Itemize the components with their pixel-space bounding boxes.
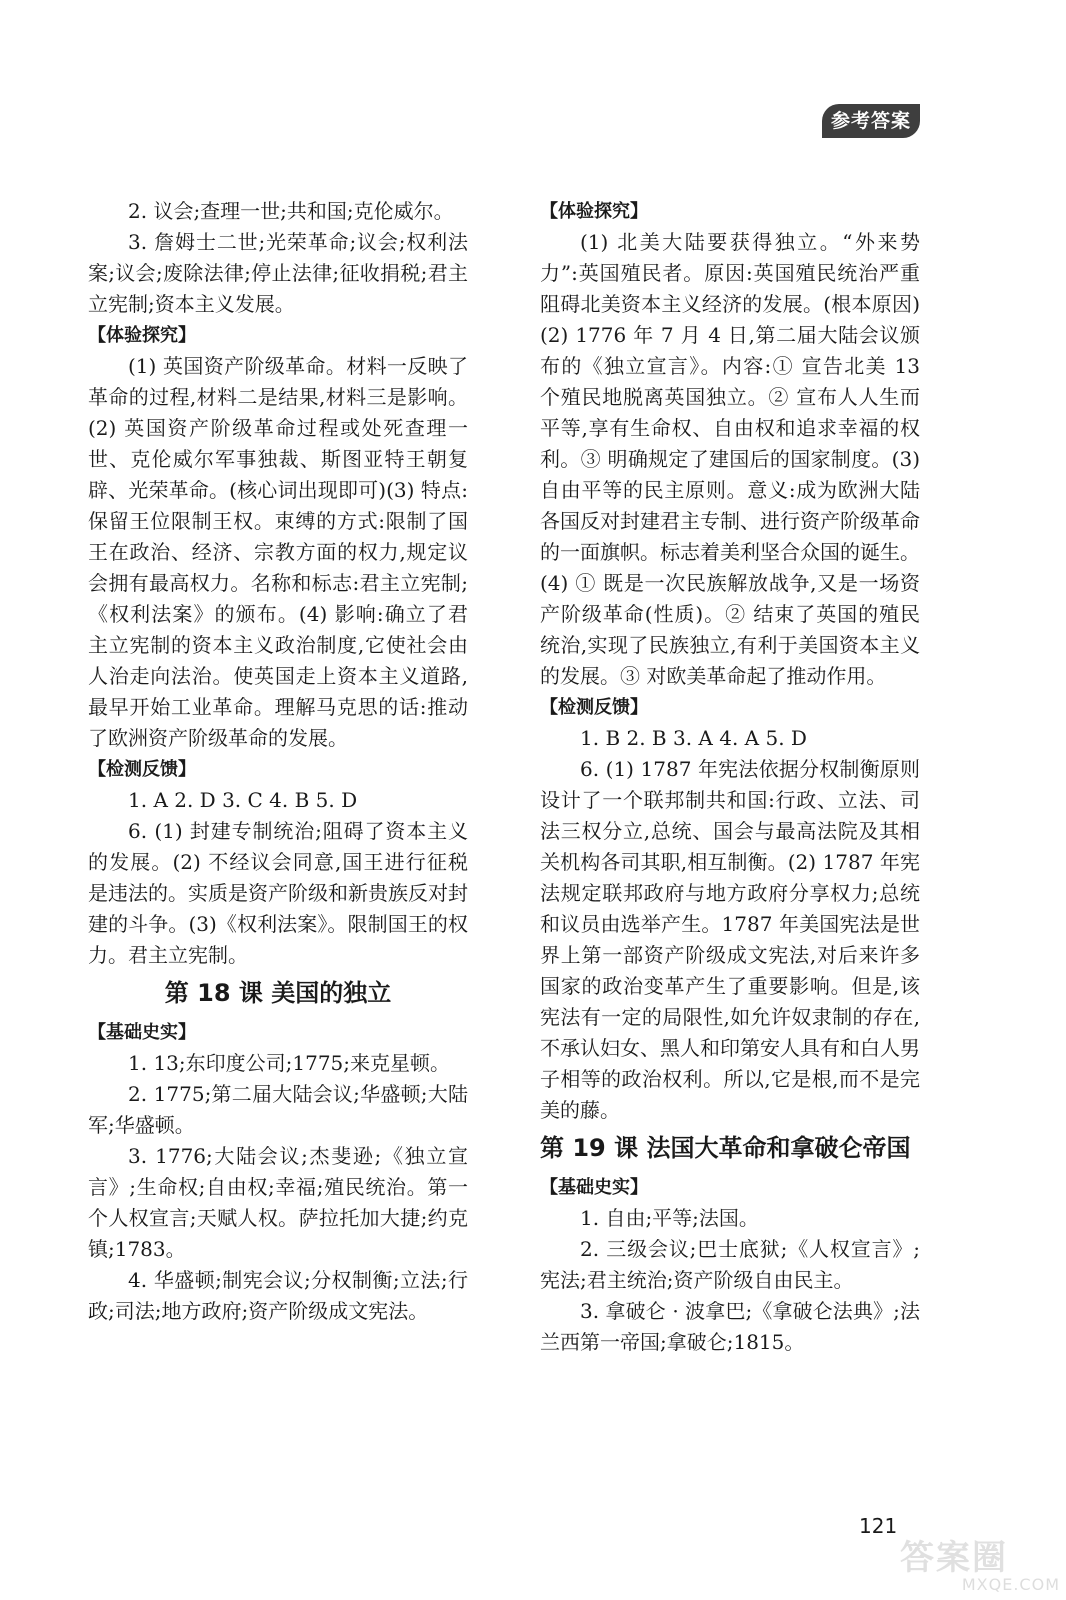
answer-paragraph: 6. (1) 封建专制统治;阻碍了资本主义的发展。(2) 不经议会同意,国王进行征税是违法的。实质是资产阶级和新贵族反对封建的斗争。(3)《权利法案》。限制国王的权力。君主立宪制。 (88, 819, 468, 967)
answer-paragraph: 1. 13;东印度公司;1775;来克星顿。 (128, 1051, 451, 1075)
answer-paragraph: 3. 拿破仑 · 波拿巴;《拿破仑法典》;法兰西第一帝国;拿破仑;1815。 (540, 1299, 920, 1354)
answer-paragraph: 2. 1775;第二届大陆会议;华盛顿;大陆军;华盛顿。 (88, 1082, 468, 1137)
answer-paragraph: (1) 北美大陆要获得独立。“外来势力”:英国殖民者。原因:英国殖民统治严重阻碍北美资本主义经济的发展。(根本原因)(2) 1776 年 7 月 4 日,第二届大陆会议颁布的《独立宣言》。内容:① 宣告北美 13 个殖民地脱离英国独立。② 宣布人人生而平等,享有生命权、自由权和追求幸福的权利。③ 明确规定了建国后的国家制度。(3) 自由平等的民主原则。意义:成为欧洲大陆各国反对封建君主专制、进行资产阶级革命的一面旗帜。标志着美利坚合众国的诞生。(4) ① 既是一次民族解放战争,又是一场资产阶级革命(性质)。② 结束了英国的殖民统治,实现了民族独立,有利于美国资本主义的发展。③ 对欧美革命起了推动作用。 (540, 230, 920, 688)
answer-paragraph: 6. (1) 1787 年宪法依据分权制衡原则设计了一个联邦制共和国:行政、立法、司法三权分立,总统、国会与最高法院及其相关机构各司其职,相互制衡。(2) 1787 年宪法规定联邦政府与地方政府分享权力;总统和议员由选举产生。1787 年美国宪法是世界上第一部资产阶级成文宪法,对后来许多国家的政治变革产生了重要影响。但是,该宪法有一定的局限性,如允许奴隶制的存在,不承认妇女、黑人和印第安人具有和白人男子相等的政治权利。所以,它是根,而不是完美的藤。 (540, 757, 920, 1122)
watermark-text: 答案圈 (900, 1538, 1008, 1578)
answer-paragraph: 1. 自由;平等;法国。 (580, 1206, 759, 1230)
answer-paragraph: 2. 三级会议;巴士底狱;《人权宣言》;宪法;君主统治;资产阶级自由民主。 (540, 1237, 920, 1292)
section-heading: 【基础史实】 (88, 1022, 196, 1043)
section-heading: 【体验探究】 (88, 325, 196, 346)
lesson-title: 第 18 课 美国的独立 (164, 979, 392, 1007)
lesson-title: 第 19 课 法国大革命和拿破仑帝国 (540, 1134, 911, 1162)
answer-paragraph: 4. 华盛顿;制宪会议;分权制衡;立法;行政;司法;地方政府;资产阶级成文宪法。 (88, 1268, 468, 1323)
answer-paragraph: 1. A 2. D 3. C 4. B 5. D (128, 788, 358, 812)
answer-paragraph: 1. B 2. B 3. A 4. A 5. D (580, 726, 807, 750)
answer-paragraph: 3. 詹姆士二世;光荣革命;议会;权利法案;议会;废除法律;停止法律;征收捐税;君主立宪制;资本主义发展。 (88, 230, 468, 316)
page-number: 121 (859, 1514, 898, 1538)
section-tab-reference-answers: 参考答案 (822, 104, 920, 138)
left-column (88, 196, 468, 1327)
section-heading: 【体验探究】 (540, 201, 648, 222)
answer-paragraph: 3. 1776;大陆会议;杰斐逊;《独立宣言》;生命权;自由权;幸福;殖民统治。第一个人权宣言;天赋人权。萨拉托加大捷;约克镇;1783。 (88, 1144, 468, 1261)
watermark-logo (900, 1530, 1060, 1592)
answer-paragraph: (1) 英国资产阶级革命。材料一反映了革命的过程,材料二是结果,材料三是影响。(2) 英国资产阶级革命过程或处死查理一世、克伦威尔军事独裁、斯图亚特王朝复辟、光荣革命。(核心词出现即可)(3) 特点:保留王位限制王权。束缚的方式:限制了国王在政治、经济、宗教方面的权力,规定议会拥有最高权力。名称和标志:君主立宪制;《权利法案》的颁布。(4) 影响:确立了君主立宪制的资本主义政治制度,它使社会由人治走向法治。使英国走上资本主义道路,最早开始工业革命。理解马克思的话:推动了欧洲资产阶级革命的发展。 (88, 354, 468, 750)
watermark-url: MXQE.COM (961, 1575, 1060, 1594)
section-heading: 【检测反馈】 (88, 759, 196, 780)
section-heading: 【检测反馈】 (540, 697, 648, 718)
section-heading: 【基础史实】 (540, 1177, 648, 1198)
answer-paragraph: 2. 议会;查理一世;共和国;克伦威尔。 (128, 199, 454, 223)
right-column (540, 196, 920, 1358)
